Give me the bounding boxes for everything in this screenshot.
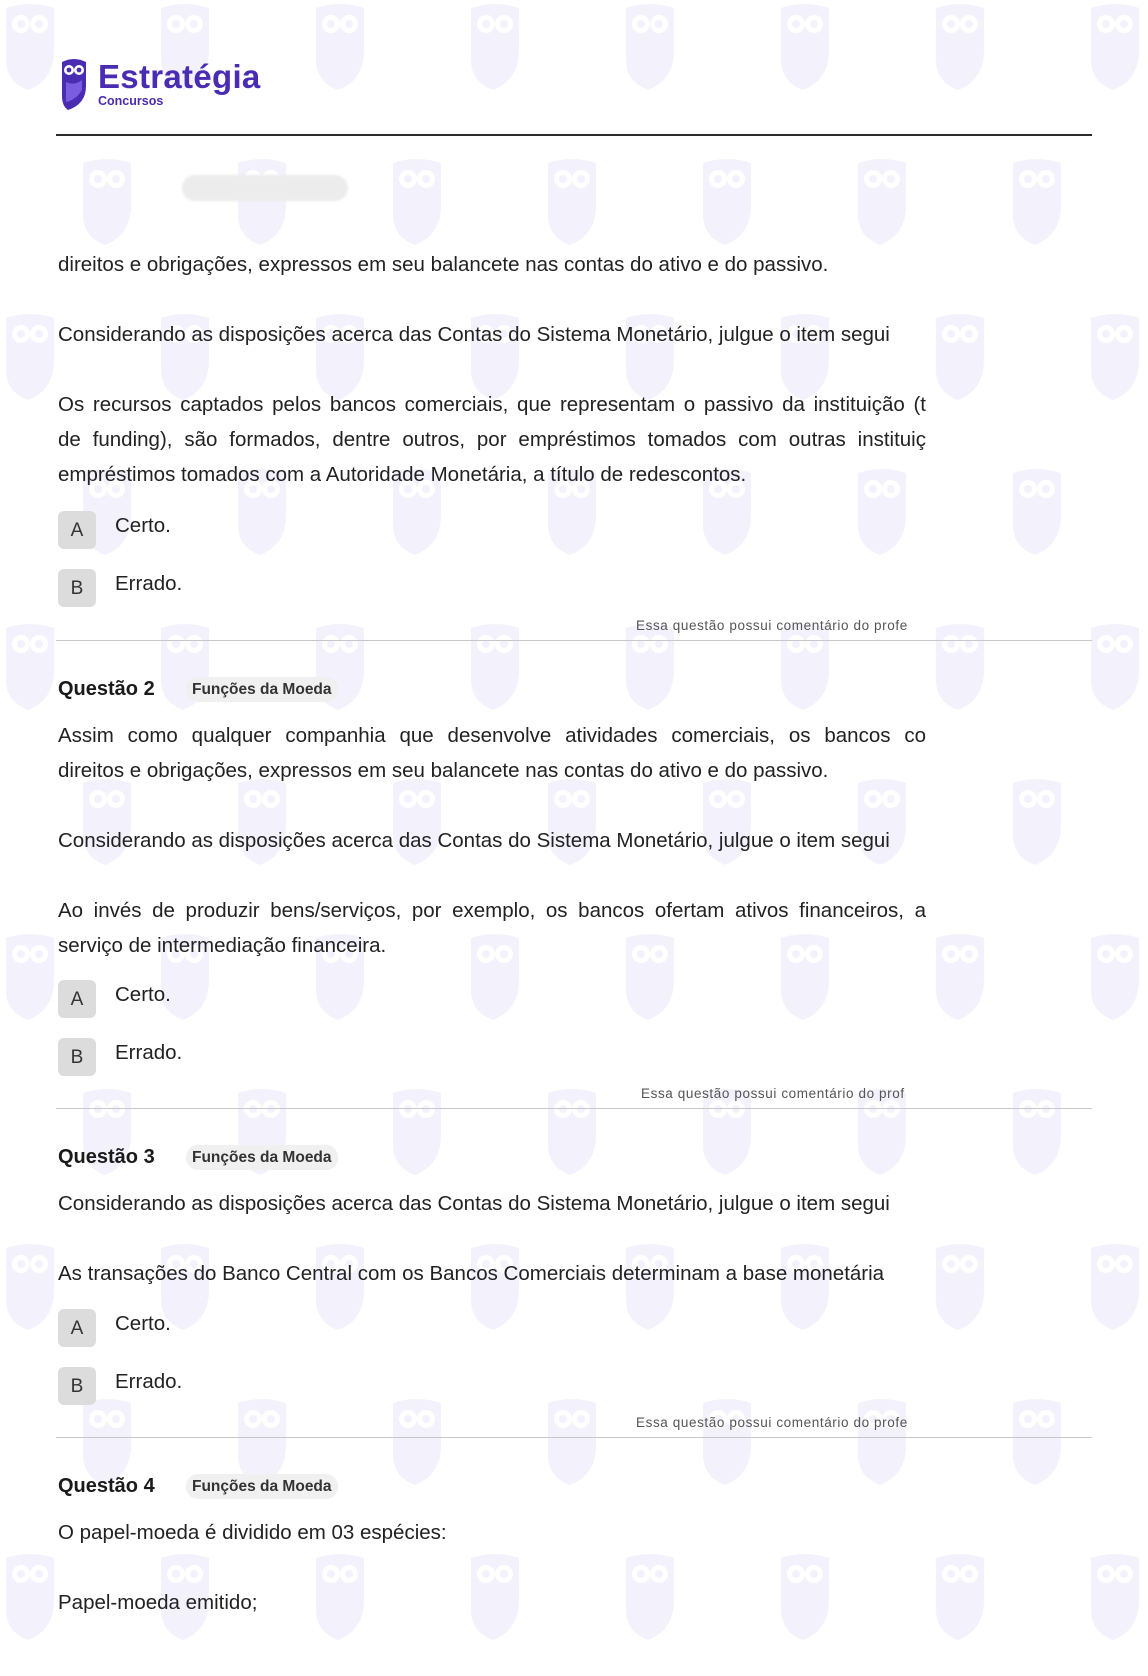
option-letter[interactable]: B [58,1367,96,1405]
subject-tag[interactable]: Funções da Moeda [186,677,338,702]
option-label[interactable]: Certo. [115,514,171,537]
question-title: Questão 2 [58,678,155,700]
option-label[interactable]: Errado. [115,572,183,595]
question-divider [56,1437,1092,1438]
option-letter[interactable]: B [58,569,96,607]
option-letter[interactable]: B [58,1038,96,1076]
brand-subtitle: Concursos [98,94,164,108]
intro-line: Considerando as disposições acerca das Contas do Sistema Monetário, julgue o item segui [58,323,890,346]
subject-tag[interactable]: Funções da Moeda [186,1474,338,1499]
option-label[interactable]: Errado. [115,1370,183,1393]
question-text-line: O papel-moeda é dividido em 03 espécies: [58,1521,447,1544]
question-text-line: As transações do Banco Central com os Bancos Comerciais determinam a base monetária [58,1262,885,1285]
teacher-comment-note[interactable]: Essa questão possui comentário do profe [636,618,908,633]
question-text-line: Considerando as disposições acerca das Contas do Sistema Monetário, julgue o item segui [58,829,890,852]
owl-logo-icon [58,56,90,112]
question-divider [56,1108,1092,1109]
option-label[interactable]: Errado. [115,1041,183,1064]
intro-paragraph-line: de funding), são formados, dentre outros, por empréstimos tomados com outras instituiç [58,428,926,451]
brand-name: Estratégia [98,58,261,95]
teacher-comment-note[interactable]: Essa questão possui comentário do prof [641,1086,905,1101]
question-text-line: Assim como qualquer companhia que desenvolve atividades comerciais, os bancos co [58,724,926,747]
question-text-line: Ao invés de produzir bens/serviços, por exemplo, os bancos ofertam ativos financeiros, a [58,899,926,922]
teacher-comment-note[interactable]: Essa questão possui comentário do profe [636,1415,908,1430]
subject-tag[interactable]: Funções da Moeda [186,1145,338,1170]
intro-paragraph-line: Os recursos captados pelos bancos comerciais, que representam o passivo da instituição (t [58,393,926,416]
question-text-line: direitos e obrigações, expressos em seu balancete nas contas do ativo e do passivo. [58,759,829,782]
header-divider [56,134,1092,136]
question-text-line: Considerando as disposições acerca das Contas do Sistema Monetário, julgue o item segui [58,1192,890,1215]
question-title: Questão 4 [58,1475,155,1497]
brand-logo [58,56,288,112]
question-text-line: Papel-moeda emitido; [58,1591,258,1614]
intro-line: direitos e obrigações, expressos em seu balancete nas contas do ativo e do passivo. [58,253,829,276]
option-letter[interactable]: A [58,1309,96,1347]
question-title: Questão 3 [58,1146,155,1168]
intro-paragraph-line: empréstimos tomados com a Autoridade Monetária, a título de redescontos. [58,463,747,486]
question-divider [56,640,1092,641]
option-label[interactable]: Certo. [115,1312,171,1335]
blurred-tag [182,175,348,201]
option-letter[interactable]: A [58,511,96,549]
question-text-line: serviço de intermediação financeira. [58,934,387,957]
option-label[interactable]: Certo. [115,983,171,1006]
option-letter[interactable]: A [58,980,96,1018]
